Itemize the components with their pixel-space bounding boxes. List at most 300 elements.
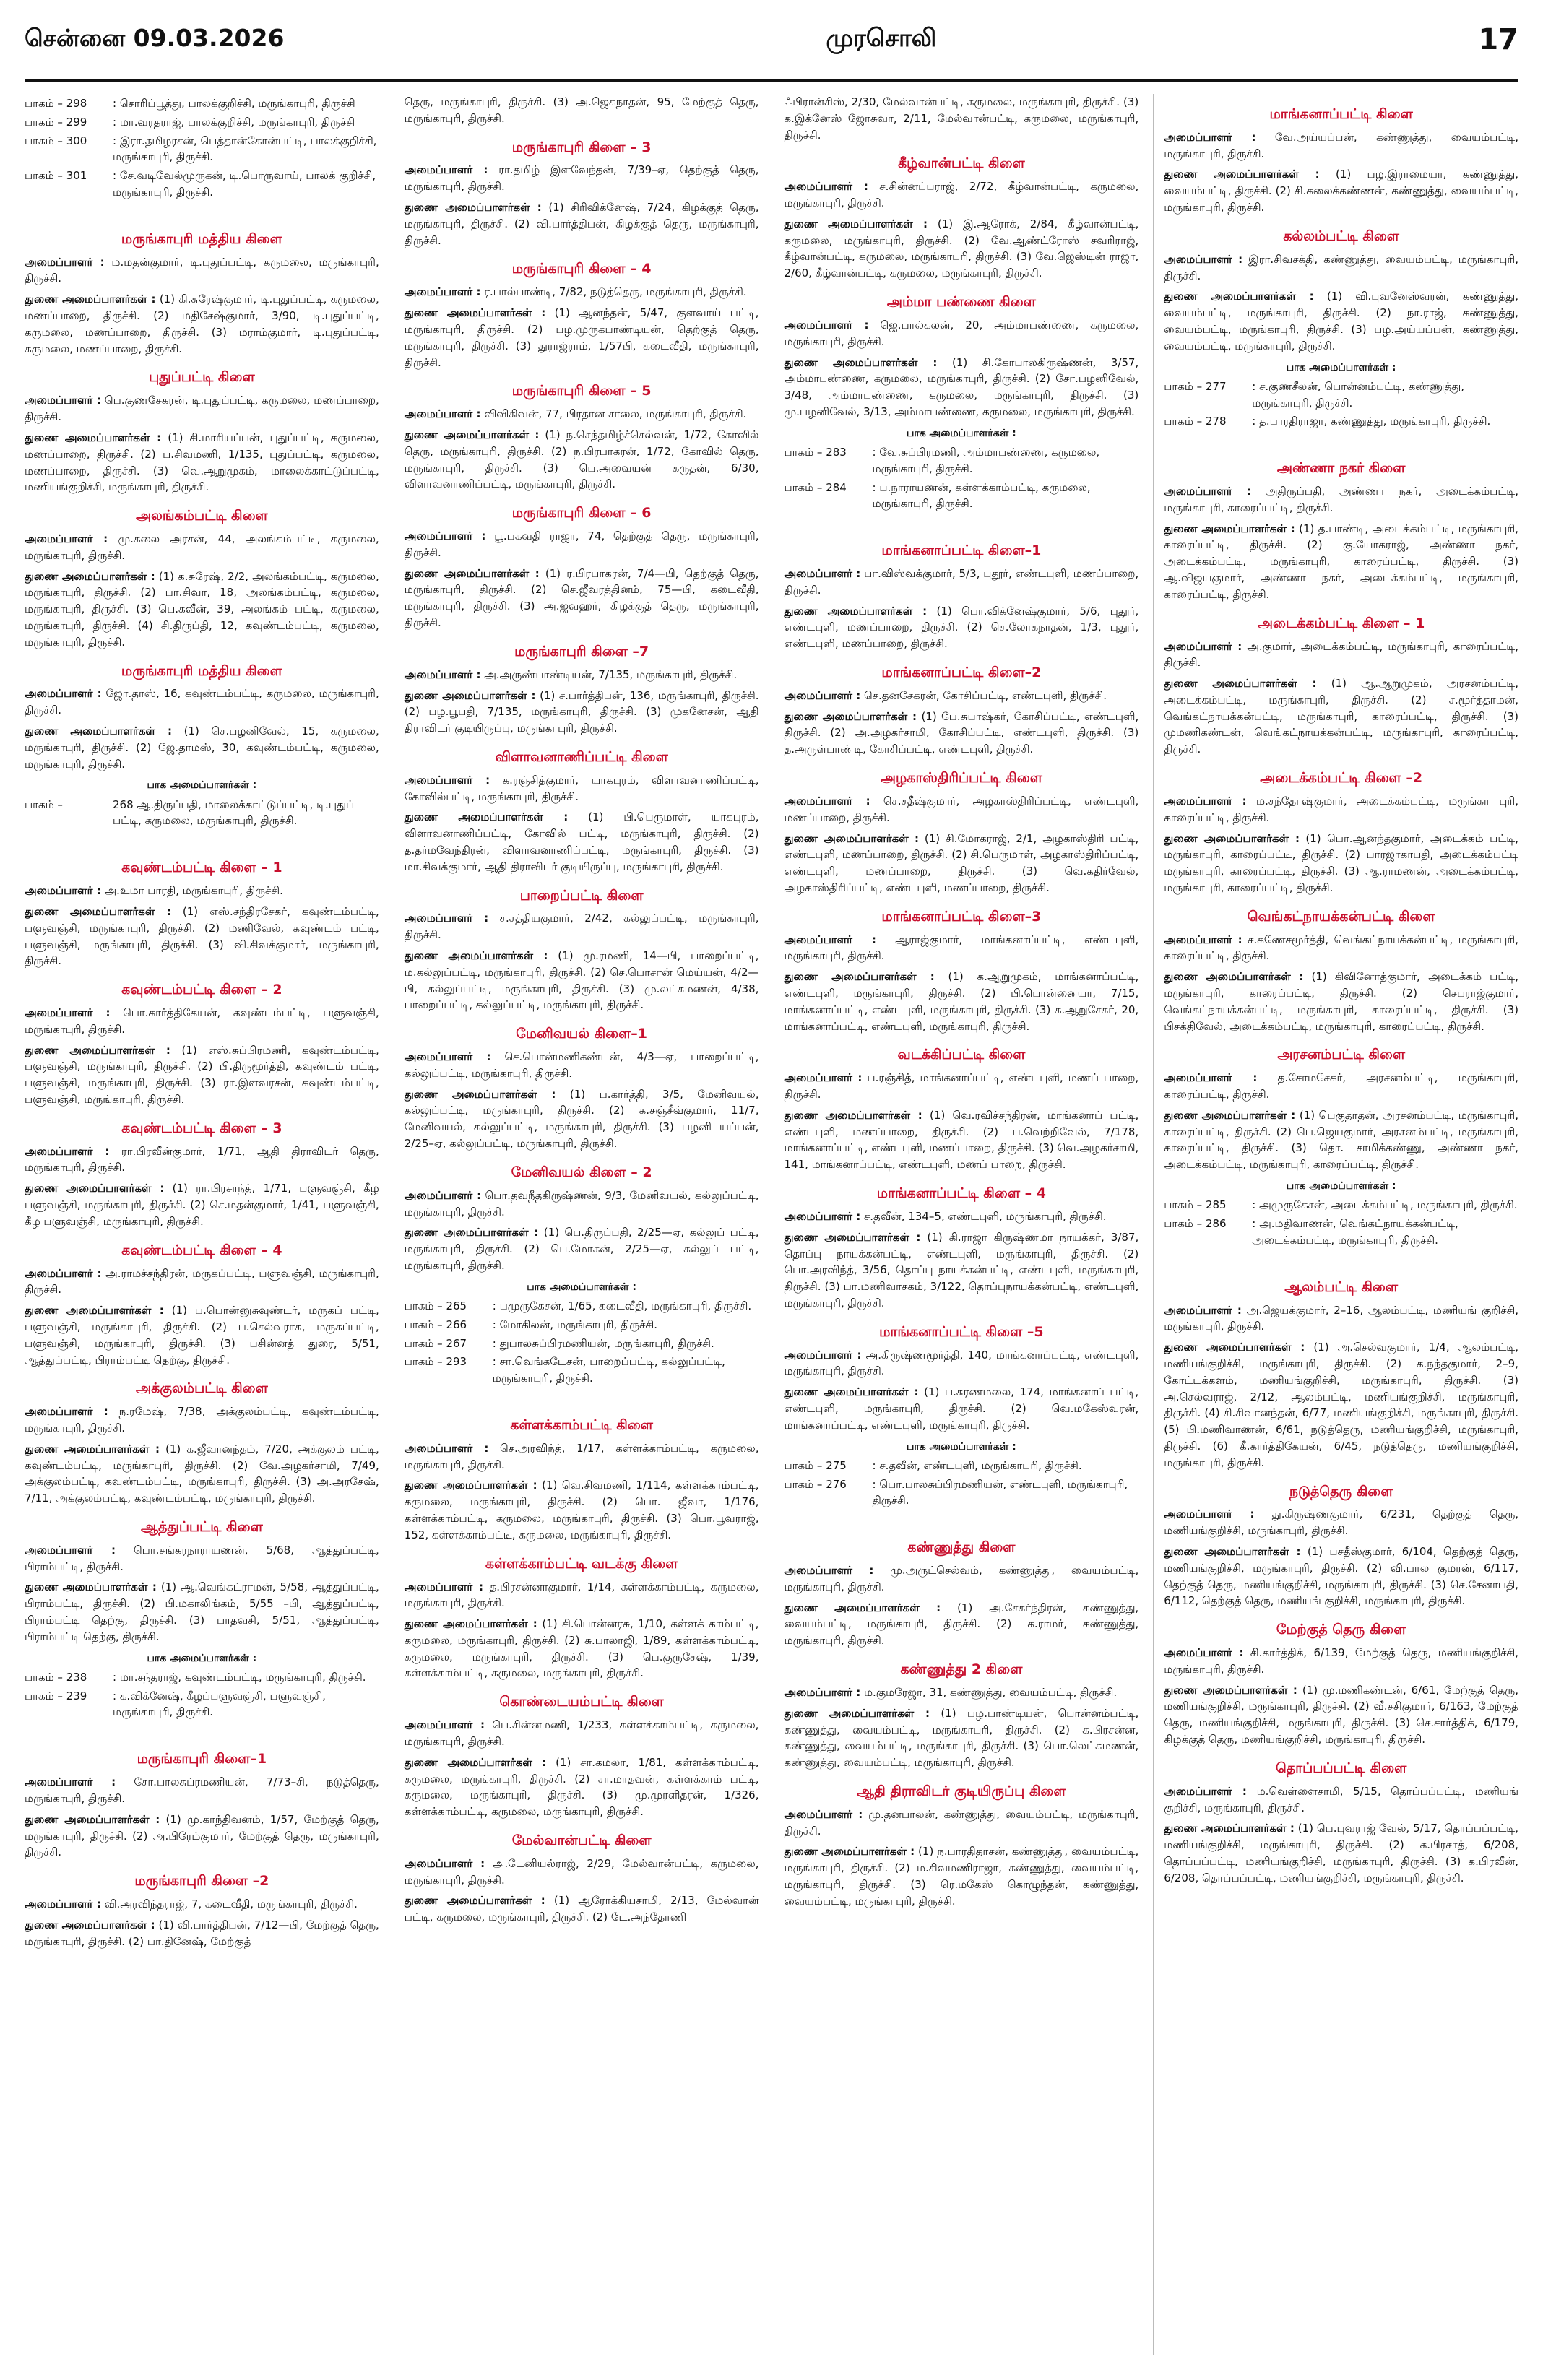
entry-text: (1) த.பாண்டி, அடைக்கம்பட்டி, மருங்காபுரி, காரைப்பட்டி, திருச்சி. (2) கு.யோகராஜ், அண்ணா நகர், அடைக்கம்பட்டி, மருங்காபுரி, காரைப்பட்டி, திருச்சி. (3) ஆ.விஜயகுமார், அண்ணா நகர், அடைக்கம்பட்டி, மருங்காபுரி, காரைப்பட்டி, திருச்சி.: [1164, 522, 1518, 601]
branch-title: கள்ளக்காம்பட்டி கிளை: [510, 1416, 653, 1433]
role-label: அமைப்பாளர் :: [25, 1405, 108, 1419]
deputy-organizers-entry: [785, 1107, 1139, 1173]
entry-text: பா.விஸ்வக்குமார், 5/3, புதூர், எண்டபுளி, மணப்பாறை, திருச்சி.: [784, 567, 1139, 597]
entry-text: த.சோமசேகர், அரசனம்பட்டி, மருங்காபுரி, காரைப்பட்டி, திருச்சி.: [1164, 1071, 1518, 1102]
branch-title: கவுண்டம்பட்டி கிளை – 1: [121, 860, 282, 876]
entry-text: பெ.குணசேகரன், டி.புதுப்பட்டி, கருமலை, மணப்பாறை, திருச்சி.: [25, 394, 379, 424]
role-label: துணை அமைப்பாளர்கள் :: [25, 293, 156, 306]
booth-text: : இரா.தமிழரசன், பெத்தான்கோன்பட்டி, பாலக்குறிச்சி, மருங்காபுரி, திருச்சி.: [113, 134, 377, 164]
spacer: [785, 1511, 1139, 1527]
page-header: [25, 0, 1518, 82]
branch-title: ஆதி திராவிடர் குடியிருப்பு கிளை: [857, 1783, 1066, 1799]
entry-text: (1) ப.கார்த்தி, 3/5, மேனிவயல், கல்லுப்பட்டி, மருங்காபுரி, திருச்சி. (2) க.சஞ்சீவ்குமார், 11/7, மேனிவயல், கல்லுப்பட்டி, மருங்காபுரி, திருச்சி. (3) பழனி யப்பன், 2/25–ஏ, கல்லுப்பட்டி, மருங்காபுரி, திருச்சி.: [404, 1087, 759, 1151]
branch-title: மேனிவயல் கிளை – 2: [511, 1164, 652, 1180]
role-label: துணை அமைப்பாளர்கள் :: [784, 217, 928, 230]
role-label: துணை அமைப்பாளர்கள் :: [1164, 677, 1317, 691]
organizer-entry: [1164, 1070, 1518, 1103]
branch-title: அடைக்கம்பட்டி கிளை –2: [1260, 770, 1423, 787]
entry-text: ப.ரஞ்சித், மாங்கனாப்பட்டி, எண்டபுளி, மணப் பாறை, திருச்சி.: [784, 1071, 1139, 1102]
organizer-entry: [405, 162, 759, 195]
organizer-entry: [25, 531, 379, 564]
booth-entry: [405, 1354, 759, 1387]
booth-text: : அ.மதிவாணன், வெங்கட்நாயக்கன்பட்டி, அடைக்கம்பட்டி, மருங்காபுரி, திருச்சி.: [1252, 1217, 1458, 1247]
entry-text: அ.டேனியல்ராஜ், 2/29, மேல்வான்பட்டி, கருமலை, மருங்காபுரி, திருச்சி.: [404, 1856, 759, 1887]
organizer-entry: [785, 178, 1139, 212]
branch-title: அக்குலம்பட்டி கிளை: [135, 1380, 268, 1397]
organizer-entry: [405, 910, 759, 943]
booth-text: : த.பாரதிராஜா, கண்ணுத்து, மருங்காபுரி, திருச்சி.: [1252, 415, 1491, 428]
entry-text: சி.கார்த்திக், 6/139, மேற்குத் தெரு, மணியங்குறிச்சி, மருங்காபுரி, திருச்சி.: [1164, 1646, 1518, 1676]
entry-text: (1) சி.கோபாலகிருஷ்ணன், 3/57, அம்மாபண்ணை, கருமலை, மருங்காபுரி, திருச்சி. (2) சோ.பழனிவேல், 3/48, அம்மாபண்ணை, கருமலை, மருங்காபுரி, திருச்சி. (3) மு.பழனிவேல், 3/13, அம்மாபண்ணை, கருமலை, மருங்காபுரி, திருச்சி.: [784, 355, 1139, 418]
booth-organizers-heading: பாக அமைப்பாளர்கள் :: [147, 1652, 257, 1664]
booth-text: : சொரிப்பூத்து, பாலக்குறிச்சி, மருங்காபுரி, திருச்சி: [113, 97, 355, 110]
role-label: அமைப்பாளர் :: [784, 794, 870, 808]
organizer-entry: [25, 1896, 379, 1913]
role-label: துணை அமைப்பாளர்கள் :: [404, 1479, 537, 1492]
deputy-organizers-entry: [405, 1477, 759, 1543]
booth-organizers-heading: பாக அமைப்பாளர்கள் :: [527, 1281, 637, 1293]
organizer-entry: [25, 1265, 379, 1299]
entry-text: மு.அருட்செல்வம், கண்ணுத்து, வையம்பட்டி, மருங்காபுரி, திருச்சி.: [784, 1564, 1139, 1593]
organizer-entry: [405, 1717, 759, 1750]
spacer: [785, 514, 1139, 530]
branch-title: மருங்காபுரி கிளை –7: [514, 643, 649, 659]
booth-text: : பொ.பாலசுப்பிரமணியன், எண்டபுளி, மருங்காபுரி, திருச்சி.: [872, 1477, 1128, 1507]
entry-text: (1) ந.செந்தமிழ்ச்செல்வன், 1/72, கோவில் தெரு, மருங்காபுரி, திருச்சி. (2) ந.பிரபாகரன், 1/72, கோவில் தெரு, மருங்காபுரி, திருச்சி. (3) பெ.அவையன் கருதன், 6/30, விளாவனாணிப்பட்டி, மருங்காபுரி, திருச்சி.: [404, 428, 759, 491]
entry-text: ம.குமரேஜா, 31, கண்ணுத்து, வையம்பட்டி, திருச்சி.: [863, 1685, 1118, 1699]
deputy-organizers-entry: [25, 1917, 379, 1950]
organizer-entry: [1164, 251, 1518, 285]
booth-number: பாகம் – 276: [784, 1477, 847, 1491]
booth-organizers-heading: பாக அமைப்பாளர்கள் :: [906, 1440, 1016, 1453]
organizer-entry: [25, 392, 379, 425]
deputy-organizers-entry: [405, 948, 759, 1013]
booth-entry: [785, 1476, 1139, 1510]
booth-entry: [785, 480, 1139, 513]
branch-title: மருங்காபுரி கிளை –2: [134, 1873, 269, 1890]
branch-title: வடக்கிப்பட்டி கிளை: [897, 1047, 1026, 1063]
booth-entry: [405, 1298, 759, 1315]
entry-text: ந.ரமேஷ், 7/38, அக்குலம்பட்டி, கவுண்டம்பட்டி, மருங்காபுரி, திருச்சி.: [25, 1405, 379, 1435]
role-label: அமைப்பாளர் :: [404, 1188, 482, 1202]
role-label: அமைப்பாளர் :: [1164, 1646, 1244, 1660]
entry-text: செ.தனசேகரன், கோசிப்பட்டி, எண்டபுளி, திருச்சி.: [863, 688, 1107, 702]
booth-number: பாகம் – 283: [784, 445, 847, 459]
entry-text: (1) மு.காந்திவனம், 1/57, மேற்குத் தெரு, மருங்காபுரி, திருச்சி. (2) அ.பிரேம்குமார், மேற்குத் தெரு, மருங்காபுரி, திருச்சி.: [25, 1812, 379, 1859]
role-label: அமைப்பாளர் :: [404, 773, 490, 787]
role-label: அமைப்பாளர் :: [1164, 485, 1252, 498]
role-label: துணை அமைப்பாளர்கள் :: [25, 1442, 160, 1455]
branch-title: தொப்பப்பட்டி கிளை: [1276, 1760, 1407, 1776]
role-label: அமைப்பாளர் :: [1164, 130, 1256, 144]
branch-title: மருங்காபுரி மத்திய கிளை: [121, 662, 282, 679]
deputy-organizers-entry: [405, 566, 759, 631]
deputy-organizers-entry: [785, 1229, 1139, 1312]
role-label: துணை அமைப்பாளர்கள் :: [25, 569, 155, 583]
entry-text: வி.அரவிந்தராஜ், 7, கடைவீதி, மருங்காபுரி, திருச்சி.: [104, 1897, 358, 1911]
branch-title: அண்ணா நகர் கிளை: [1276, 460, 1406, 477]
entry-text: (1) செ.பழனிவேல், 15, கருமலை, மருங்காபுரி, திருச்சி. (2) ஜே.தாமஸ், 30, கவுண்டம்பட்டி, கருமலை, மருங்காபுரி, திருச்சி.: [25, 724, 379, 771]
deputy-organizers-entry: [25, 904, 379, 969]
entry-text: மு.தனபாலன், கண்ணுத்து, வையம்பட்டி, மருங்காபுரி, திருச்சி.: [784, 1807, 1139, 1838]
entry-text: (1) சி.பொன்னரசு, 1/10, கள்ளக் காம்பட்டி, கருமலை, மருங்காபுரி, திருச்சி. (2) சு.பாலாஜி, 1/89, கள்ளக்காம்பட்டி, கருமலை, மருங்காபுரி, திருச்சி. (3) பெ.குருசேஷ், 1/39, கள்ளக்காம்பட்டி, கருமலை, மருங்காபுரி, திருச்சி.: [404, 1617, 759, 1680]
entry-text: பெ.சின்னமணி, 1/233, கள்ளக்காம்பட்டி, கருமலை, மருங்காபுரி, திருச்சி.: [404, 1718, 759, 1748]
role-label: துணை அமைப்பாளர்கள் :: [784, 604, 928, 618]
booth-number: பாகம் – 298: [25, 97, 87, 110]
booth-entry: [25, 133, 379, 166]
entry-text: ம.வெள்ளைசாமி, 5/15, தொப்பப்பட்டி, மணியங் குறிச்சி, மருங்காபுரி, திருச்சி.: [1164, 1784, 1518, 1814]
entry-text: (1) பழ.இராமையா, கண்ணுத்து, வையம்பட்டி, திருச்சி. (2) சி.கலைக்கண்ணன், கண்ணுத்து, வையம்பட்டி, மருங்காபுரி, திருச்சி.: [1164, 168, 1518, 215]
booth-entry: [785, 1458, 1139, 1474]
branch-title: ஆலம்பட்டி கிளை: [1284, 1278, 1399, 1295]
booth-text: 268 ஆ.திருப்பதி, மாலைக்காட்டுப்பட்டி, டி.புதுப் பட்டி, கருமலை, மருங்காபுரி, திருச்சி.: [113, 797, 355, 828]
branch-title: கண்ணுத்து கிளை: [907, 1539, 1016, 1556]
deputy-organizers-entry: [405, 1892, 759, 1926]
role-label: துணை அமைப்பாளர்கள் :: [1164, 1683, 1297, 1697]
branch-title: கல்லம்பட்டி கிளை: [1283, 228, 1399, 244]
booth-text: : மா.வரதராஜ், பாலக்குறிச்சி, மருங்காபுரி, திருச்சி: [113, 115, 355, 129]
entry-text: (1) ஆனந்தன், 5/47, குளவாய் பட்டி, மருங்காபுரி, திருச்சி. (2) பழ.முருகபாண்டியன், தெற்குத் தெரு, மருங்காபுரி, திருச்சி. (3) துராஜ்ராம், 1/57பி, கடைவீதி, மருங்காபுரி, திருச்சி.: [404, 306, 759, 369]
entry-text: மு.கலை அரசன், 44, அலங்கம்பட்டி, கருமலை, மருங்காபுரி, திருச்சி.: [25, 532, 379, 562]
booth-text: : ப.நாராயணன், கள்ளக்காம்பட்டி, கருமலை, மருங்காபுரி, திருச்சி.: [872, 480, 1091, 511]
organizer-entry: [405, 406, 759, 423]
entry-text: (1) ஆ.ஆறுமுகம், அரசனம்பட்டி, அடைக்கம்பட்டி, மருங்காபுரி, திருச்சி. (2) ச.மூர்த்தாமன், வெங்கட்நாயக்கன்பட்டி, மருங்காபுரி, காரைப்பட்டி, திருச்சி. (3) முமணிகண்டன், வெங்கட்நாயக்கன்பட்டி, மருங்காபுரி, காரைப்பட்டி, திருச்சி.: [1164, 677, 1518, 756]
entry-text: பொ.தவநீதகிருஷ்ணன், 9/3, மேனிவயல், கல்லுப்பட்டி, மருங்காபுரி, திருச்சி.: [404, 1188, 759, 1219]
entry-text: து.கிருஷ்ணகுமார், 6/231, தெற்குத் தெரு, மணியங்குறிச்சி, மருங்காபுரி, திருச்சி.: [1164, 1507, 1518, 1538]
booth-number: பாகம் – 299: [25, 115, 87, 129]
role-label: அமைப்பாளர் :: [1164, 639, 1242, 653]
spacer: [25, 1723, 379, 1739]
role-label: துணை அமைப்பாளர்கள் :: [784, 355, 938, 369]
branch-title: கள்ளக்காம்பட்டி வடக்கு கிளை: [485, 1555, 678, 1572]
entry-text: செ.சதீஷ்குமார், அழகாஸ்திரிப்பட்டி, எண்டபுளி, மணப்பாறை, திருச்சி.: [784, 794, 1139, 824]
spacer: [25, 831, 379, 847]
role-label: அமைப்பாளர் :: [784, 180, 868, 194]
organizer-entry: [1164, 793, 1518, 826]
booth-entry: [1164, 378, 1518, 412]
organizer-entry: [25, 254, 379, 287]
deputy-organizers-entry: [1164, 521, 1518, 603]
role-label: துணை அமைப்பாளர்கள் :: [25, 1812, 160, 1826]
role-label: அமைப்பாளர் :: [784, 1071, 863, 1085]
entry-text: (1) பெகுதாதன், அரசனம்பட்டி, மருங்காபுரி, காரைப்பட்டி, திருச்சி. (2) பெ.ஜெயகுமார், அரசனம்பட்டி, மருங்காபுரி, காரைப்பட்டி, திருச்சி. (3) தொ. சாமிக்கண்ணு, அண்ணா நகர், அடைக்கம்பட்டி, மருங்காபுரி, காரைப்பட்டி, திருச்சி.: [1164, 1108, 1518, 1172]
deputy-organizers-entry: [25, 1441, 379, 1507]
branch-title: கண்ணுத்து 2 கிளை: [900, 1661, 1023, 1678]
booth-organizers-heading: பாக அமைப்பாளர்கள் :: [1286, 361, 1396, 373]
branch-title: கீழ்வான்பட்டி கிளை: [898, 155, 1025, 172]
booth-entry: [25, 797, 379, 830]
spacer: [1164, 1251, 1518, 1267]
entry-text: (1) மு.ரமணி, 14—பி, பாறைப்பட்டி, ம.கல்லுப்பட்டி, மருங்காபுரி, திருச்சி. (2) செ.பொசான் மெய்யன், 4/2—பி, கல்லுப்பட்டி, மருங்காபுரி, திருச்சி. (3) மு.லட்சுமணன், 4/38, பாறைப்பட்டி, கல்லுப்பட்டி, மருங்காபுரி, திருச்சி.: [404, 949, 759, 1012]
entry-text: (1) ஆரோக்கியசாமி, 2/13, மேல்வான் பட்டி, கருமலை, மருங்காபுரி, திருச்சி. (2) டே.அந்தோணி: [404, 1894, 759, 1924]
organizer-entry: [785, 1347, 1139, 1380]
role-label: துணை அமைப்பாளர்கள் :: [784, 709, 917, 723]
booth-number: பாகம் – 285: [1164, 1198, 1227, 1212]
organizer-entry: [25, 1542, 379, 1575]
deputy-organizers-entry: [25, 723, 379, 772]
role-label: துணை அமைப்பாளர்கள் :: [784, 1706, 930, 1720]
column-1: [25, 94, 379, 2355]
organizer-entry: [405, 528, 759, 561]
booth-number: பாகம் – 293: [404, 1355, 467, 1369]
booth-text: : பமுருகேசன், 1/65, கடைவீதி, மருங்காபுரி, திருச்சி.: [492, 1299, 752, 1312]
booth-number: பாகம் –: [25, 797, 63, 811]
organizer-entry: [25, 685, 379, 719]
branch-title: மாங்கனாப்பட்டி கிளை–1: [881, 542, 1042, 559]
booth-number: பாகம் – 284: [784, 480, 847, 494]
entry-text: (1) வி.புவனேஸ்வரன், கண்ணுத்து, வையம்பட்டி, மருங்காபுரி, திருச்சி. (2) நா.ராஜ், கண்ணுத்து, வையம்பட்டி, மருங்காபுரி, திருச்சி. (3) பழ.அய்யப்பன், கண்ணுத்து, வையம்பட்டி, மருங்காபுரி, திருச்சி.: [1164, 290, 1518, 352]
role-label: துணை அமைப்பாளர்கள் :: [1164, 970, 1304, 984]
role-label: அமைப்பாளர் :: [404, 163, 488, 177]
entry-text: க.ரஞ்சித்குமார், யாகபுரம், விளாவனாணிப்பட்டி, கோவில்பட்டி, மருங்காபுரி, திருச்சி.: [404, 773, 759, 803]
deputy-organizers-entry: [785, 1705, 1139, 1771]
role-label: துணை அமைப்பாளர்கள் :: [1164, 1341, 1305, 1354]
column-3: [774, 94, 1139, 2355]
organizer-entry: [1164, 1783, 1518, 1817]
role-label: அமைப்பாளர் :: [1164, 252, 1243, 266]
role-label: துணை அமைப்பாளர்கள் :: [404, 566, 540, 580]
booth-entry: [25, 168, 379, 201]
column-2: [394, 94, 759, 2355]
branch-title: அழகாஸ்திரிப்பட்டி கிளை: [880, 770, 1042, 787]
role-label: அமைப்பாளர் :: [1164, 1784, 1247, 1798]
branch-title: மாங்கனாப்பட்டி கிளை: [1269, 106, 1413, 122]
entry-text: ம.மதன்குமார், டி.புதுப்பட்டி, கருமலை, மருங்காபுரி, திருச்சி.: [25, 255, 379, 285]
entry-text: அ.உமா பாரதி, மருங்காபுரி, திருச்சி.: [104, 884, 283, 898]
role-label: அமைப்பாளர் :: [1164, 794, 1247, 808]
branch-title: மாங்கனாப்பட்டி கிளை–2: [881, 665, 1042, 681]
branch-title: வெங்கட்நாயக்கன்பட்டி கிளை: [1247, 908, 1435, 925]
booth-text: : அமுருகேசன், அடைக்கம்பட்டி, மருங்காபுரி, திருச்சி.: [1252, 1198, 1518, 1212]
entry-text: (1) பி.பெருமாள், யாகபுரம், விளாவனாணிப்பட்டி, கோவில் பட்டி, மருங்காபுரி, திருச்சி. (2) த.தர்மவேந்திரன், விளாவனாணிப்பட்டி, மருங்காபுரி, திருச்சி. (3) மா.சிவக்குமார், ஆதி திராவிடர் குடியிருப்பு, மருங்காபுரி, திருச்சி.: [404, 810, 759, 873]
role-label: துணை அமைப்பாளர்கள் :: [25, 430, 162, 444]
role-label: துணை அமைப்பாளர்கள் :: [404, 201, 542, 215]
branch-title: மருங்காபுரி கிளை – 3: [511, 139, 652, 155]
entry-text: (1) ர.பிரபாகரன், 7/4—பி, தெற்குத் தெரு, மருங்காபுரி, திருச்சி. (2) செ.ஜீவரத்தினம், 75—பி, கடைவீதி, மருங்காபுரி, திருச்சி. (3) அ.ஜவஹர், கிழக்குத் தெரு, மருங்காபுரி, திருச்சி.: [404, 566, 759, 630]
page-number: 17: [1478, 23, 1518, 56]
organizer-entry: [1164, 1302, 1518, 1336]
entry-text: அ.குமார், அடைக்கம்பட்டி, மருங்காபுரி, காரைப்பட்டி, திருச்சி.: [1164, 639, 1518, 670]
organizer-entry: [1164, 1645, 1518, 1678]
organizer-entry: [785, 793, 1139, 826]
entry-text: (1) சி.மாரியப்பன், புதுப்பட்டி, கருமலை, மணப்பாறை, திருச்சி. (2) ப.சிவமணி, 1/135, புதுப்பட்டி, கருமலை, மணப்பாறை, திருச்சி. (3) வெ.ஆறுமுகம், மாலைக்காட்டுப்பட்டி, மணியங்குறிச்சி, மருங்காபுரி, திருச்சி.: [25, 430, 379, 494]
role-label: துணை அமைப்பாளர்கள் :: [784, 970, 935, 984]
entry-text: (1) பெ.திருப்பதி, 2/25—ஏ, கல்லுப் பட்டி, மருங்காபுரி, திருச்சி. (2) பெ.மோகன், 2/25—ஏ, கல்லுப் பட்டி, மருங்காபுரி, திருச்சி.: [404, 1226, 759, 1272]
deputy-organizers-entry: [1164, 1820, 1518, 1886]
organizer-entry: [405, 1579, 759, 1612]
role-label: துணை அமைப்பாளர்கள் :: [25, 724, 173, 738]
role-label: துணை அமைப்பாளர்கள் :: [404, 1755, 547, 1769]
entry-text: அ.ஜெயக்குமார், 2–16, ஆலம்பட்டி, மணியங் குறிச்சி, மருங்காபுரி, திருச்சி.: [1164, 1303, 1518, 1333]
entry-text: பொ.கார்த்திகேயன், கவுண்டம்பட்டி, பளுவஞ்சி, மருங்காபுரி, திருச்சி.: [25, 1006, 379, 1036]
entry-text: (1) பே.சுபாஷ்கர், கோசிப்பட்டி, எண்டபுளி, திருச்சி. (2) அ.அழகர்சாமி, கோசிப்பட்டி, எண்டபுளி, திருச்சி. (3) த.அருள்பாண்டி, கோசிப்பட்டி, எண்டபுளி, திருச்சி.: [784, 709, 1139, 756]
branch-title: விளாவனாணிப்பட்டி கிளை: [495, 748, 668, 765]
entry-text: த.பிரசன்னாகுமார், 1/14, கள்ளக்காம்பட்டி, கருமலை, மருங்காபுரி, திருச்சி.: [404, 1580, 759, 1610]
deputy-organizers-entry: [1164, 1682, 1518, 1748]
role-label: அமைப்பாளர் :: [404, 1718, 485, 1732]
role-label: அமைப்பாளர் :: [25, 1266, 102, 1280]
branch-title: அரசனம்பட்டி கிளை: [1277, 1047, 1406, 1063]
role-label: துணை அமைப்பாளர்கள் :: [404, 1617, 537, 1631]
organizer-entry: [785, 317, 1139, 350]
branch-title: மருங்காபுரி கிளை – 5: [511, 383, 652, 399]
branch-title: அலங்கம்பட்டி கிளை: [136, 508, 268, 524]
entry-text: இரா.சிவசக்தி, கண்ணுத்து, வையம்பட்டி, மருங்காபுரி, திருச்சி.: [1164, 252, 1518, 282]
role-label: துணை அமைப்பாளர்கள் :: [1164, 522, 1295, 535]
newspaper-title: முரசொலி: [826, 24, 937, 53]
role-label: அமைப்பாளர் :: [404, 1441, 489, 1455]
organizer-entry: [1164, 639, 1518, 672]
branch-title: கவுண்டம்பட்டி கிளை – 2: [121, 982, 282, 998]
role-label: அமைப்பாளர் :: [25, 255, 105, 269]
role-label: துணை அமைப்பாளர்கள் :: [1164, 290, 1314, 303]
booth-text: : துபாலசுப்பிரமணியன், மருங்காபுரி, திருச்சி.: [492, 1336, 714, 1350]
booth-number: பாகம் – 300: [25, 134, 87, 147]
entry-text: (1) வெ.சிவமணி, 1/114, கள்ளக்காம்பட்டி, கருமலை, மருங்காபுரி, திருச்சி. (2) பொ. ஜீவா, 1/176, கள்ளக்காம்பட்டி, கருமலை, மருங்காபுரி, திருச்சி. (3) பொ.பூவராஜ், 152, கள்ளக்காம்பட்டி, கருமலை, மருங்காபுரி, திருச்சி.: [404, 1479, 759, 1541]
role-label: துணை அமைப்பாளர்கள் :: [25, 1304, 164, 1317]
organizer-entry: [1164, 932, 1518, 965]
entry-text: (1) சி.மோகராஜ், 2/1, அழகாஸ்திரி பட்டி, எண்டபுளி, மணப்பாறை, திருச்சி. (2) சி.பெருமாள், அழகாஸ்திரிப்பட்டி, எண்டபுளி, மணப்பாறை, திருச்சி. (3) வெ.கதிர்வேல், அழகாஸ்திரிப்பட்டி, எண்டபுளி, மணப்பாறை, திருச்சி.: [784, 831, 1139, 894]
organizer-entry: [25, 1005, 379, 1038]
organizer-entry: [405, 1440, 759, 1474]
role-label: அமைப்பாளர் :: [404, 285, 481, 299]
role-label: துணை அமைப்பாளர்கள் :: [1164, 831, 1300, 845]
deputy-organizers-entry: [25, 430, 379, 496]
entry-text: (1) கிவினோத்குமார், அடைக்கம் பட்டி, மருங்காபுரி, காரைப்பட்டி, திருச்சி. (2) செபராஜ்குமார், வெங்கட்நாயக்கன்பட்டி, மருங்காபுரி, காரைப்பட்டி, திருச்சி. (3) பிசக்திவேல், அடைக்கம்பட்டி, மருங்காபுரி, காரைப்பட்டி, திருச்சி.: [1164, 970, 1518, 1033]
entry-text: அ.ராமச்சந்திரன், மருகப்பட்டி, பளுவஞ்சி, மருங்காபுரி, திருச்சி.: [25, 1266, 379, 1297]
booth-entry: [1164, 413, 1518, 430]
booth-text: : சே.வடிவேல்முருகன், டி.பொருவாய், பாலக் குறிச்சி, மருங்காபுரி, திருச்சி.: [113, 169, 376, 199]
role-label: அமைப்பாளர் :: [784, 1807, 863, 1821]
entry-text: (1) பழ.பாண்டியன், பொன்னம்பட்டி, கண்ணுத்து, வையம்பட்டி, மருங்காபுரி, திருச்சி. (2) க.பிரசன்ன, கண்ணுத்து, வையம்பட்டி, மருங்காபுரி, திருச்சி. (3) பொ.லெட்சுமணன், கண்ணுத்து, வையம்பட்டி, மருங்காபுரி, திருச்சி.: [784, 1706, 1139, 1770]
organizer-entry: [1164, 129, 1518, 163]
entry-text: (1) பொ.ஆனந்தகுமார், அடைக்கம் பட்டி, மருங்காபுரி, காரைப்பட்டி, திருச்சி. (2) பாரஜாகாபதி, அடைக்கம்பட்டி மருங்காபுரி, காரைப்பட்டி, திருச்சி. (3) ஆ.ராமணன், அடைக்கம்பட்டி, மருங்காபுரி, காரைப்பட்டி, திருச்சி.: [1164, 831, 1518, 894]
booth-entry: [25, 95, 379, 112]
organizer-entry: [785, 1208, 1139, 1225]
organizer-entry: [25, 883, 379, 899]
deputy-organizers-entry: [25, 1042, 379, 1108]
entry-text: (1) சிரிவிக்னேஷ், 7/24, கிழக்குத் தெரு, மருங்காபுரி, திருச்சி. (2) வி.பார்த்திபன், கிழக்குத் தெரு, மருங்காபுரி, திருச்சி.: [404, 201, 759, 247]
organizer-entry: [405, 284, 759, 300]
deputy-organizers-entry: [1164, 969, 1518, 1034]
organizer-entry: [785, 932, 1139, 965]
organizer-entry: [25, 1143, 379, 1177]
deputy-organizers-entry: [405, 199, 759, 248]
entry-text: ச.தவீன், 134–5, எண்டபுளி, மருங்காபுரி, திருச்சி.: [863, 1209, 1107, 1223]
booth-text: : க.விக்னேஷ், கீழப்பளுவஞ்சி, பளுவஞ்சி, மருங்காபுரி, திருச்சி.: [113, 1689, 326, 1719]
booth-text: : ச.குணசீலன், பொன்னம்பட்டி, கண்ணுத்து, மருங்காபுரி, திருச்சி.: [1252, 379, 1465, 410]
role-label: அமைப்பாளர் :: [784, 1348, 862, 1362]
entry-text: (1) எஸ்.சுப்பிரமணி, கவுண்டம்பட்டி, பளுவஞ்சி, மருங்காபுரி, திருச்சி. (2) பி.திருமூர்த்தி, கவுண்டம் பட்டி, பளுவஞ்சி, மருங்காபுரி, திருச்சி. (3) ரா.இளவரசன், கவுண்டம்பட்டி, பளுவஞ்சி, மருங்காபுரி, திருச்சி.: [25, 1043, 379, 1106]
columns-container: [25, 94, 1518, 2355]
role-label: துணை அமைப்பாளர்கள் :: [784, 1108, 922, 1122]
role-label: துணை அமைப்பாளர்கள் :: [404, 306, 546, 320]
deputy-organizers-entry: [405, 1616, 759, 1682]
booth-organizers-heading: பாக அமைப்பாளர்கள் :: [147, 779, 257, 792]
role-label: அமைப்பாளர் :: [404, 407, 481, 421]
entry-text: வே.அய்யப்பன், கண்ணுத்து, வையம்பட்டி, மருங்காபுரி, திருச்சி.: [1164, 130, 1518, 160]
deputy-organizers-entry: [25, 1579, 379, 1645]
booth-number: பாகம் – 301: [25, 169, 87, 183]
role-label: துணை அமைப்பாளர்கள் :: [404, 1226, 539, 1239]
deputy-organizers-entry: [785, 1600, 1139, 1649]
organizer-entry: [405, 1187, 759, 1221]
organizer-entry: [1164, 1506, 1518, 1539]
entry-text: (1) வி.பார்த்திபன், 7/12—பி, மேற்குத் தெரு, மருங்காபுரி, திருச்சி. (2) பா.தினேஷ், மேற்குத்: [25, 1918, 379, 1948]
spacer: [1164, 432, 1518, 448]
entry-text: பொ.சங்கரநாராயணன், 5/68, ஆத்துப்பட்டி, பிராம்பட்டி, திருச்சி.: [25, 1543, 379, 1573]
branch-title: அடைக்கம்பட்டி கிளை – 1: [1257, 615, 1425, 631]
role-label: துணை அமைப்பாளர்கள் :: [1164, 168, 1320, 181]
deputy-organizers-entry: [1164, 1339, 1518, 1471]
entry-text: (1) எஸ்.சந்திரசேகர், கவுண்டம்பட்டி, பளுவஞ்சி, மருங்காபுரி, திருச்சி. (2) மணிவேல், கவுண்டம் பட்டி, பளுவஞ்சி, மருங்காபுரி, திருச்சி. (3) வி.சிவக்குமார், மருங்காபுரி, திருச்சி.: [25, 904, 379, 968]
role-label: துணை அமைப்பாளர்கள் :: [404, 949, 548, 963]
role-label: அமைப்பாளர் :: [25, 1897, 101, 1911]
entry-text: அதிருப்பதி, அண்ணா நகர், அடைக்கம்பட்டி, மருங்காபுரி, காரைப்பட்டி, திருச்சி.: [1164, 485, 1518, 514]
role-label: அமைப்பாளர் :: [25, 1775, 116, 1789]
entry-text: (1) சா.கமலா, 1/81, கள்ளக்காம்பட்டி, கருமலை, மருங்காபுரி, திருச்சி. (2) சா.மாதவன், கள்ளக்காம் பட்டி, கருமலை, மருங்காபுரி, திருச்சி. (3) மு.முரளிதரன், 1/326, கள்ளக்காம்பட்டி, கருமலை, மருங்காபுரி, திருச்சி.: [404, 1755, 759, 1819]
entry-text: ம.சந்தோஷ்குமார், அடைக்கம்பட்டி, மருங்கா புரி, காரைப்பட்டி, திருச்சி.: [1164, 794, 1518, 824]
role-label: அமைப்பாளர் :: [404, 529, 486, 543]
entry-text: ர.பால்பாண்டி, 7/82, நடுத்தெரு, மருங்காபுரி, திருச்சி.: [484, 285, 747, 299]
deputy-organizers-entry: [25, 1812, 379, 1861]
organizer-entry: [785, 566, 1139, 599]
organizer-entry: [25, 1403, 379, 1437]
entry-text: அ.அருண்பாண்டியன், 7/135, மருங்காபுரி, திருச்சி.: [484, 667, 738, 681]
booth-entry: [405, 1317, 759, 1333]
deputy-organizers-entry: [1164, 166, 1518, 215]
deputy-organizers-entry: [405, 1754, 759, 1820]
role-label: துணை அமைப்பாளர்கள் :: [784, 831, 920, 845]
role-label: அமைப்பாளர் :: [1164, 1507, 1255, 1521]
organizer-entry: [405, 772, 759, 805]
role-label: அமைப்பாளர் :: [784, 932, 876, 946]
branch-title: மாங்கனாப்பட்டி கிளை – 4: [876, 1185, 1046, 1202]
branch-title: புதுப்பட்டி கிளை: [149, 369, 255, 386]
entry-text: (1) அ.சேகர்ந்திரன், கண்ணுத்து, வையம்பட்டி, மருங்காபுரி, திருச்சி. (2) க.ராமர், கண்ணுத்து, மருங்காபுரி, திருச்சி.: [784, 1601, 1139, 1648]
entry-text: ஜோ.தாஸ், 16, கவுண்டம்பட்டி, கருமலை, மருங்காபுரி, திருச்சி.: [25, 687, 379, 717]
booth-entry: [25, 114, 379, 131]
entry-text: ரா.தமிழ் இளவேந்தன், 7/39–ஏ, தெற்குத் தெரு, மருங்காபுரி, திருச்சி.: [404, 163, 759, 194]
deputy-organizers-entry: [785, 969, 1139, 1034]
booth-text: : ச.தவீன், எண்டபுளி, மருங்காபுரி, திருச்சி.: [872, 1458, 1082, 1472]
entry-text: (1) ந.பாரதிதாசன், கண்ணுத்து, வையம்பட்டி, மருங்காபுரி, திருச்சி. (2) ம.சிவமணிராஜா, கண்ணுத்து, வையம்பட்டி, மருங்காபுரி, திருச்சி. (3) ரெ.மகேஸ் கொழுந்தன், கண்ணுத்து, வையம்பட்டி, மருங்காபுரி, திருச்சி.: [784, 1845, 1139, 1908]
role-label: துணை அமைப்பாளர்கள் :: [404, 810, 569, 824]
role-label: துணை அமைப்பாளர்கள் :: [784, 1385, 919, 1399]
booth-entry: [785, 444, 1139, 477]
role-label: துணை அமைப்பாளர்கள் :: [784, 1601, 941, 1614]
deputy-organizers-entry: [1164, 1107, 1518, 1173]
organizer-entry: [785, 1684, 1139, 1701]
deputy-organizers-entry: [405, 427, 759, 493]
organizer-entry: [785, 688, 1139, 704]
role-label: துணை அமைப்பாளர்கள் :: [1164, 1545, 1301, 1559]
continued-text: [785, 94, 1139, 143]
role-label: அமைப்பாளர் :: [784, 318, 869, 332]
role-label: துணை அமைப்பாளர்கள் :: [784, 1230, 921, 1244]
deputy-organizers-entry: [785, 709, 1139, 758]
entry-text: ச.சத்தியகுமார், 2/42, கல்லுப்பட்டி, மருங்காபுரி, திருச்சி.: [404, 912, 759, 942]
entry-text: (1) மு.மணிகண்டன், 6/61, மேற்குத் தெரு, மணியங்குறிச்சி, மருங்காபுரி, திருச்சி. (2) வீ.சசிகுமார், 6/163, மேற்குத் தெரு, மணியங்குறிச்சி, மருங்காபுரி, திருச்சி. (3) செ.சார்த்திக், 6/179, கிழக்குத் தெரு, மணியங்குறிச்சி, மருங்காபுரி, திருச்சி.: [1164, 1683, 1518, 1747]
booth-entry: [25, 1688, 379, 1721]
organizer-entry: [405, 1856, 759, 1889]
branch-title: கவுண்டம்பட்டி கிளை – 3: [121, 1120, 282, 1136]
spacer: [25, 203, 379, 219]
branch-title: மேற்குத் தெரு கிளை: [1276, 1622, 1406, 1638]
branch-title: மாங்கனாப்பட்டி கிளை–3: [881, 908, 1042, 925]
role-label: அமைப்பாளர் :: [784, 1564, 874, 1578]
booth-text: : சா.வெங்கடேசன், பாறைப்பட்டி, கல்லுப்பட்டி, மருங்காபுரி, திருச்சி.: [492, 1355, 725, 1385]
